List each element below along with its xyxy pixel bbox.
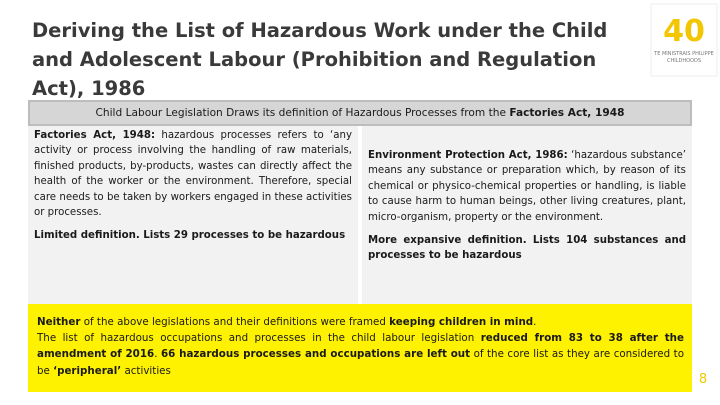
summary-s1-bold2: keeping children in mind bbox=[389, 316, 534, 328]
environment-act-note: More expansive definition. Lists 104 substances and processes to be hazardous bbox=[368, 235, 686, 262]
svg-text:40: 40 bbox=[663, 14, 705, 49]
summary-footer bbox=[28, 304, 692, 392]
summary-s2-tail: activities bbox=[121, 364, 171, 377]
summary-s1-bold: Neither bbox=[37, 316, 81, 328]
summary-s1-end: . bbox=[533, 316, 537, 328]
summary-s1-mid: of the above legislations and their definitions were framed bbox=[80, 316, 390, 328]
factories-act-definition bbox=[34, 128, 352, 220]
svg-text:CHILDHOODS: CHILDHOODS bbox=[666, 58, 702, 64]
banner-text: Child Labour Legislation Draws its definition of Hazardous Processes from the bbox=[95, 107, 510, 119]
anniversary-logo-icon bbox=[649, 2, 719, 78]
summary-s2-mid: . bbox=[154, 348, 161, 361]
factories-act-lead: Factories Act, 1948: bbox=[34, 130, 156, 141]
summary-s2-bold3: ‘peripheral’ bbox=[53, 364, 122, 377]
environment-act-definition bbox=[368, 148, 686, 225]
logo bbox=[649, 2, 719, 78]
source-banner bbox=[28, 100, 692, 126]
factories-act-note: Limited definition. Lists 29 processes to be hazardous bbox=[34, 230, 346, 242]
banner-bold: Factories Act, 1948 bbox=[509, 107, 625, 119]
summary-s2-bold: reduced from 83 to 38 after the amendment of 2016 bbox=[37, 332, 684, 361]
environment-act-body: ‘hazardous substance’ means any substance or preparation which, by reason of its chemical or physico-chemical properties or handling, is liable to cause harm to human beings, other living creatures, plant, micro-organism, property or the environment. bbox=[368, 150, 686, 223]
summary-s2-bold2: 66 hazardous processes and occupations are left out bbox=[160, 348, 471, 361]
factories-act-body: hazardous processes refers to ‘any activity or process involving the handling of raw materials, finished products, by-products, wastes can directly affect the health of the worker or the environment. Therefore, special care needs to be taken by workers engaged in these activities or processes. bbox=[34, 130, 352, 219]
summary-line-2 bbox=[37, 330, 684, 379]
environment-act-panel bbox=[362, 126, 692, 304]
slide-title: Deriving the List of Hazardous Work under the Child and Adolescent Labour (Prohibition and Regulation Act), 1986 bbox=[32, 19, 608, 100]
svg-text:TE MINISTRAIS PHILIPPE: TE MINISTRAIS PHILIPPE bbox=[654, 51, 714, 57]
summary-s2-start: The list of hazardous occupations and processes in the child labour legislation bbox=[37, 332, 481, 345]
factories-act-panel bbox=[28, 126, 358, 304]
environment-act-lead: Environment Protection Act, 1986: bbox=[368, 150, 568, 161]
page-number: 8 bbox=[698, 372, 708, 387]
summary-s2-end: of the core list as they are considered to be bbox=[37, 348, 685, 377]
summary-line-1 bbox=[37, 314, 684, 330]
